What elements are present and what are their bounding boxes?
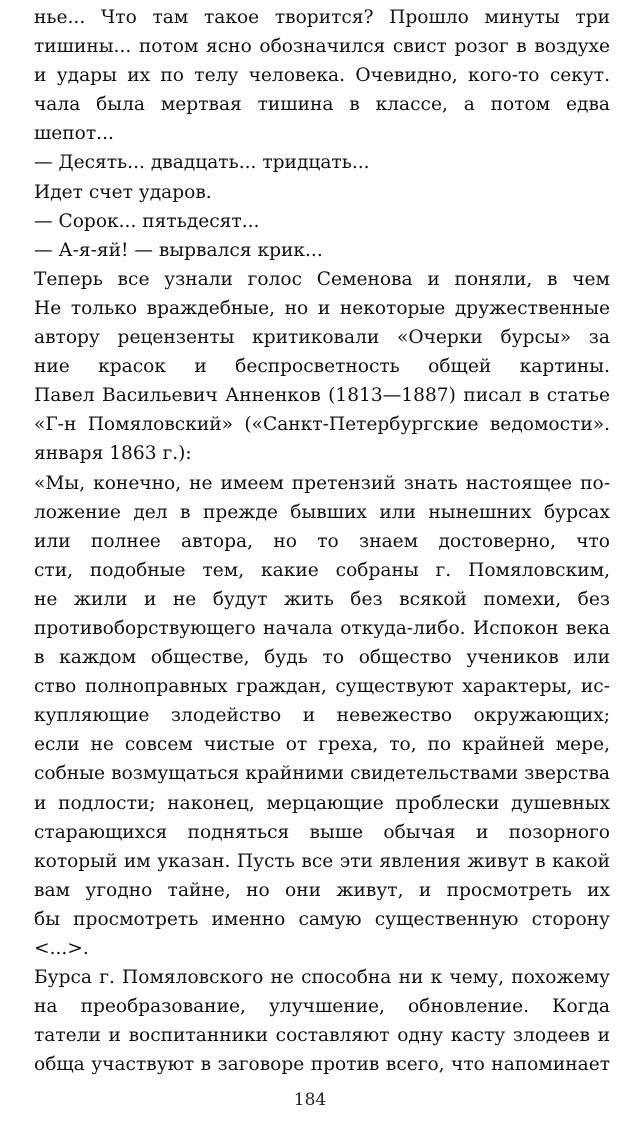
dialogue-line: — Сорок... пятьдесят... (34, 210, 260, 232)
text-line: ложение дел в прежде бывших или нынешних бурсах (34, 501, 610, 523)
text-line: противоборствующего начала откуда-либо. Испокон века (34, 617, 610, 639)
text-line: обща участвуют в заговоре против всего, что напоминает (34, 1054, 610, 1076)
text-line: сти, подобные тем, какие собраны г. Помяловским, (34, 559, 610, 581)
text-line: «Г-н Помяловский» («Санкт-Петербургские ведомости». (34, 414, 610, 436)
text-line: нье... Что там такое творится? Прошло минуты три (34, 7, 610, 28)
text-line: который им указан. Пусть все эти явления живут в какой (34, 850, 610, 872)
text-line: если не совсем чистые от греха, то, по крайней мере, (34, 734, 610, 756)
text-line: <...>. (34, 938, 89, 959)
text-line: собные возмущаться крайними свидетельствами зверства (34, 763, 610, 785)
book-page-text (34, 3, 610, 1079)
text-line: Идет счет ударов. (34, 181, 212, 203)
text-line: старающихся подняться выше обычая и позорного (34, 821, 610, 843)
text-line: чала была мертвая тишина в классе, а потом едва (34, 94, 610, 116)
text-line: купляющие злодейство и невежество окружающих; (34, 705, 610, 727)
text-line: Павел Васильевич Анненков (1813—1887) писал в статье (34, 385, 610, 407)
text-line: бы просмотреть именно самую существенную сторону (34, 908, 610, 930)
text-line: и подлости; наконец, мерцающие проблески душевных (34, 792, 610, 814)
text-line: вам угодно тайне, но они живут, и просмотреть их (34, 879, 610, 901)
dialogue-line: — А-я-яй! — вырвался крик... (34, 239, 323, 261)
text-line: ство полноправных граждан, существуют характеры, ис- (34, 676, 610, 698)
paragraph-start-line: Не только враждебные, но и некоторые дружественные (34, 297, 610, 319)
quote-start-line: «Мы, конечно, не имеем претензий знать настоящее по- (34, 472, 610, 494)
text-line: января 1863 г.): (34, 443, 192, 465)
text-line: или полнее автора, но то знаем достоверно, что (34, 530, 610, 552)
text-line: татели и воспитанники составляют одну касту злодеев и (34, 1025, 610, 1047)
text-line: на преобразование, улучшение, обновление. Когда (34, 996, 610, 1018)
text-line: и удары их по телу человека. Очевидно, кого-то секут. (34, 65, 610, 87)
text-line: не жили и не будут жить без всякой помехи, без (34, 588, 610, 610)
text-line: шепот... (34, 123, 114, 145)
text-line: автору рецензенты критиковали «Очерки бурсы» за (34, 327, 610, 349)
dialogue-line: — Десять... двадцать... тридцать... (34, 152, 370, 174)
text-line: ние красок и беспросветность общей картины. (34, 356, 610, 378)
page-number: 184 (293, 1090, 327, 1110)
text-line: Теперь все узнали голос Семенова и поняли, в чем (34, 268, 610, 290)
paragraph-start-line: Бурса г. Помяловского не способна ни к чему, похожему (34, 967, 610, 989)
text-line: в каждом обществе, будь то общество учеников или (34, 647, 610, 669)
text-line: тишины... потом ясно обозначился свист розог в воздухе (34, 36, 610, 58)
